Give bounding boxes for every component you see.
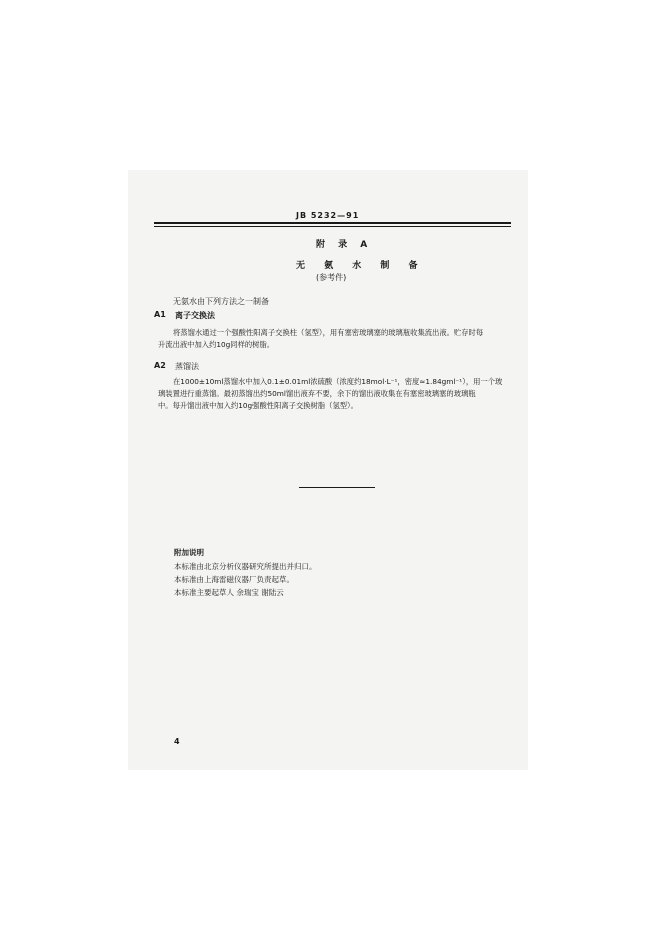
section-a1-number: A1	[154, 310, 166, 319]
end-divider	[299, 487, 375, 488]
header-rule-thick	[154, 222, 511, 224]
section-a1-heading: 离子交换法	[175, 311, 215, 320]
section-a2-line: 中。每升馏出液中加入约10g强酸性阳离子交换树脂（氢型）。	[158, 401, 358, 410]
additional-note-line: 本标准主要起草人 余瑞宝 谢陆云	[174, 588, 284, 597]
section-a1-line: 升流出液中加入约10g同样的树脂。	[158, 340, 275, 349]
appendix-note: (参考件)	[316, 273, 347, 282]
additional-note-line: 本标准由上海雷磁仪器厂负责起草。	[174, 575, 294, 584]
intro-text: 无氨水由下列方法之一制备	[173, 297, 269, 306]
page-number: 4	[174, 737, 180, 746]
additional-note-line: 本标准由北京分析仪器研究所提出并归口。	[174, 562, 317, 571]
appendix-title: 无 氨 水 制 备	[296, 261, 426, 271]
section-a1-line: 将蒸馏水通过一个强酸性阳离子交换柱（氢型），用有塞密玻璃塞的玻璃瓶收集流出液。贮存时每	[173, 328, 484, 337]
additional-notes-heading: 附加说明	[174, 548, 204, 557]
header-rule-thin	[154, 226, 511, 227]
section-a2-number: A2	[154, 361, 166, 370]
standard-code-header: JB 5232—91	[296, 211, 360, 220]
section-a2-heading: 蒸馏法	[175, 362, 199, 371]
section-a2-line: 在1000±10ml蒸馏水中加入0.1±0.01ml浓硫酸（浓度约18mol·L⁻¹，密度≈1.84gml⁻¹），用一个玻	[173, 377, 503, 386]
appendix-label: 附 录 A	[316, 240, 373, 250]
section-a2-line: 璃装置进行重蒸馏。最初蒸馏出约50ml馏出液弃不要，余下的馏出液收集在有塞密玻璃塞的玻璃瓶	[158, 389, 476, 398]
